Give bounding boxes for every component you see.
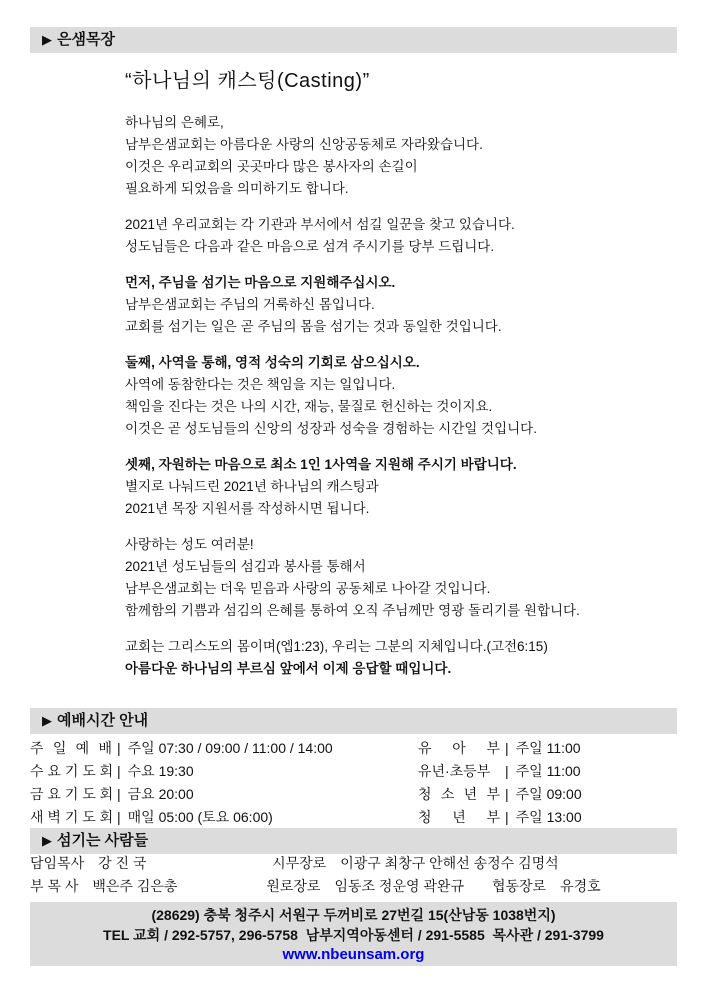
worship-row [30, 760, 415, 783]
text-line: 별지로 나눠드린 2021년 하나님의 캐스팅과 [125, 479, 379, 494]
worship-row [418, 783, 677, 806]
staff-names: 임동조 정운영 곽완규 [334, 878, 464, 894]
staff-row [30, 875, 677, 898]
worship-label: 주 일 예 배 [30, 740, 112, 756]
separator: | [505, 763, 509, 779]
text-line: 책임을 진다는 것은 나의 시간, 재능, 물질로 헌신하는 것이지요. [125, 399, 493, 414]
text-line: 남부은샘교회는 아름다운 사랑의 신앙공동체로 자라왔습니다. [125, 137, 483, 152]
footer-contact-box [30, 902, 677, 966]
worship-row [30, 737, 415, 760]
text-line: 먼저, 주님을 섬기는 마음으로 지원해주십시오. [125, 275, 396, 290]
separator: | [117, 786, 121, 802]
section-title-mokjang: 은샘목장 [57, 31, 115, 48]
section-header-serving-people [30, 828, 677, 854]
text-line: 성도님들은 다음과 같은 마음으로 섬겨 주시기를 당부 드립니다. [125, 239, 495, 254]
staff-names: 유경호 [560, 878, 601, 894]
triangle-marker-icon: ▶ [42, 32, 52, 47]
staff-names: 백은주 김은총 [92, 878, 178, 894]
separator: | [117, 740, 121, 756]
staff-row [30, 852, 677, 875]
separator: | [117, 763, 121, 779]
worship-label: 새 벽 기 도 회 [30, 809, 114, 825]
staff-role: 원로장로 [266, 878, 321, 894]
separator: | [117, 809, 121, 825]
text-line: 2021년 목장 지원서를 작성하시면 됩니다. [125, 501, 370, 516]
triangle-marker-icon: ▶ [42, 713, 52, 728]
worship-time: 금요 20:00 [127, 786, 194, 802]
church-phones: TEL 교회 / 292-5757, 296-5758 남부지역아동센터 / 291-5585 목사관 / 291-3799 [103, 927, 604, 943]
text-line: 남부은샘교회는 주님의 거룩하신 몸입니다. [125, 297, 375, 312]
worship-label: 수 요 기 도 회 [30, 763, 114, 779]
paragraph [125, 534, 691, 622]
worship-time: 주일 07:30 / 09:00 / 11:00 / 14:00 [127, 740, 333, 756]
section-header-worship-times [30, 708, 677, 734]
worship-label: 금 요 기 도 회 [30, 786, 114, 802]
text-line: 함께함의 기쁨과 섬김의 은혜를 통하여 오직 주님께만 영광 돌리기를 원합니다. [125, 603, 580, 618]
separator: | [505, 809, 509, 825]
text-line: 남부은샘교회는 더욱 믿음과 사랑의 공동체로 나아갈 것입니다. [125, 581, 491, 596]
triangle-marker-icon: ▶ [42, 833, 52, 848]
worship-col-right [418, 737, 677, 829]
section-header-eunsaem-mokjang [30, 27, 677, 53]
separator: | [505, 740, 509, 756]
staff-role: 시무장로 [272, 855, 327, 871]
worship-label: 유 아 부 [418, 740, 500, 756]
text-line: 둘째, 사역을 통해, 영적 성숙의 기회로 삼으십시오. [125, 355, 420, 370]
worship-label: 청 소 년 부 [418, 786, 500, 802]
worship-time: 매일 05:00 (토요 06:00) [127, 809, 273, 825]
worship-row [418, 806, 677, 829]
text-line: 필요하게 되었음을 의미하기도 합니다. [125, 181, 349, 196]
worship-row [30, 806, 415, 829]
worship-time: 수요 19:30 [127, 763, 194, 779]
staff-role: 협동장로 [491, 878, 547, 894]
text-line: 교회를 섬기는 일은 곧 주님의 몸을 섬기는 것과 동일한 것입니다. [125, 319, 502, 334]
worship-time: 주일 09:00 [515, 786, 582, 802]
worship-label: 유년·초등부 [418, 763, 491, 779]
text-line: 아름다운 하나님의 부르심 앞에서 이제 응답할 때입니다. [125, 661, 452, 676]
text-line: 2021년 우리교회는 각 기관과 부서에서 섬길 일꾼을 찾고 있습니다. [125, 217, 515, 232]
text-line: 2021년 성도님들의 섬김과 봉사를 통해서 [125, 559, 366, 574]
article-title: “하나님의 캐스팅(Casting)” [125, 70, 370, 92]
worship-row [418, 760, 677, 783]
text-line: 이것은 곧 성도님들의 신앙의 성장과 성숙을 경험하는 시간일 것입니다. [125, 421, 537, 436]
paragraph [125, 112, 691, 200]
text-line: 사역에 동참한다는 것은 책임을 지는 일입니다. [125, 377, 396, 392]
staff-role: 담임목사 [30, 855, 85, 871]
worship-time: 주일 11:00 [515, 740, 581, 756]
staff-names: 이광구 최창구 안해선 송정수 김명석 [340, 855, 559, 871]
worship-row [30, 783, 415, 806]
text-line: 교회는 그리스도의 몸이며(엡1:23), 우리는 그분의 지체입니다.(고전6:15) [125, 639, 548, 654]
worship-time: 주일 13:00 [515, 809, 582, 825]
worship-col-left [30, 737, 415, 829]
article-body [125, 112, 691, 694]
paragraph [125, 272, 691, 338]
church-address: (28629) 충북 청주시 서원구 두꺼비로 27번길 15(산남동 1038번지) [151, 907, 556, 923]
staff-names: 강 진 국 [98, 855, 147, 871]
website-link[interactable]: www.nbeunsam.org [282, 946, 425, 963]
text-line: 이것은 우리교회의 곳곳마다 많은 봉사자의 손길이 [125, 159, 418, 174]
section-title-people: 섬기는 사람들 [57, 832, 149, 849]
text-line: 셋째, 자원하는 마음으로 최소 1인 1사역을 지원해 주시기 바랍니다. [125, 457, 517, 472]
staff-list [30, 852, 677, 898]
paragraph [125, 636, 691, 680]
paragraph [125, 214, 691, 258]
section-title-worship: 예배시간 안내 [57, 712, 149, 729]
worship-time: 주일 11:00 [515, 763, 581, 779]
separator: | [505, 786, 509, 802]
text-line: 사랑하는 성도 여러분! [125, 537, 254, 552]
worship-row [418, 737, 677, 760]
staff-role: 부 목 사 [30, 878, 79, 894]
paragraph [125, 352, 691, 440]
text-line: 하나님의 은혜로, [125, 115, 224, 130]
paragraph [125, 454, 691, 520]
worship-label: 청 년 부 [418, 809, 500, 825]
